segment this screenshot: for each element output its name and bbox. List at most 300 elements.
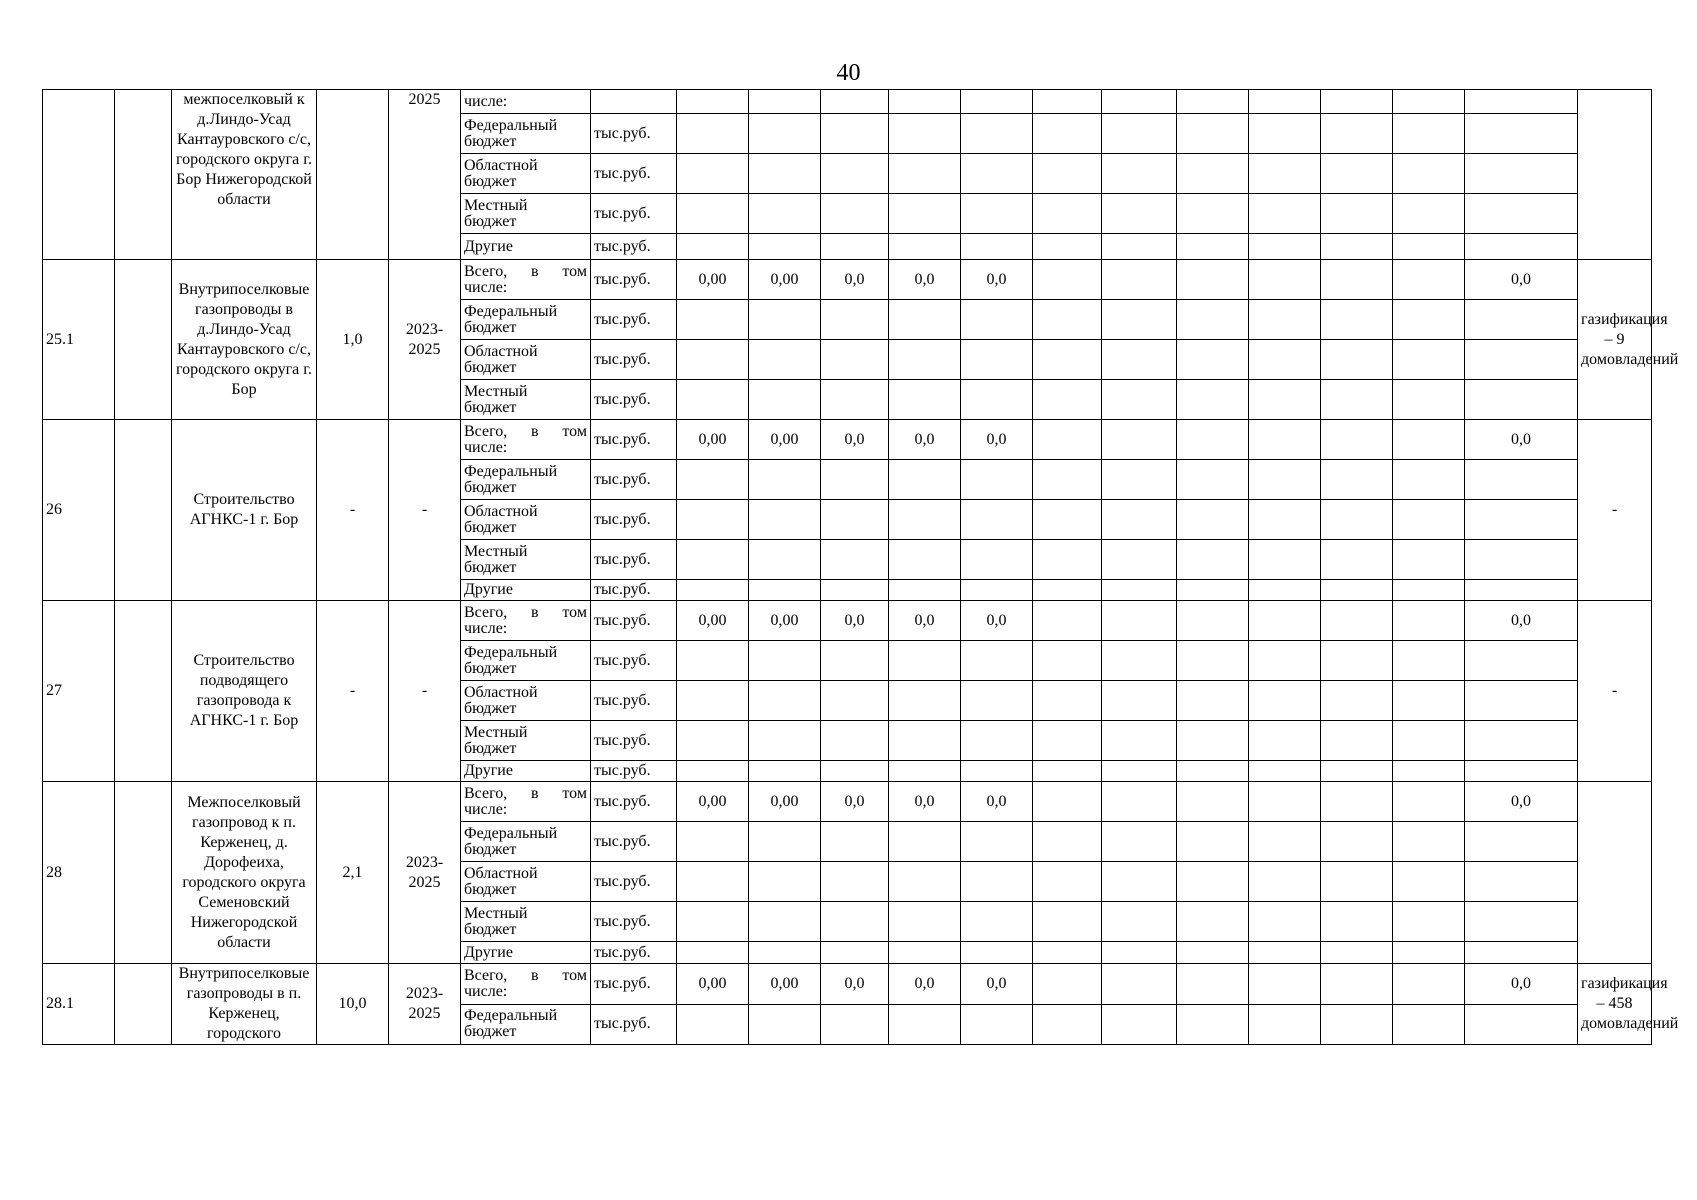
expected-result: газификация – 458 домовладений (1578, 964, 1652, 1045)
value-cell (821, 540, 889, 580)
value-cell (1102, 964, 1177, 1005)
funding-source (461, 902, 591, 942)
value-cell (1102, 782, 1177, 822)
table-body (43, 90, 1679, 1045)
value-cell (1393, 460, 1465, 500)
value-cell (821, 380, 889, 420)
value-cell (961, 681, 1033, 721)
value-cell (677, 721, 749, 761)
funding-source-line: бюджет (464, 558, 517, 576)
row-subnumber (115, 964, 172, 1045)
value-cell (1177, 601, 1249, 641)
funding-source-line: Областной (464, 342, 538, 360)
value-cell (1465, 1004, 1578, 1045)
value-cell (1102, 681, 1177, 721)
row-number: 28.1 (43, 964, 115, 1045)
amount-v3: 0,0 (821, 260, 889, 300)
value-cell (1177, 340, 1249, 380)
value-cell (1321, 420, 1393, 460)
value-cell (1177, 1004, 1249, 1045)
amount-total: 0,0 (1465, 420, 1578, 460)
funding-source-line: Всего, в том (464, 603, 587, 621)
value-cell (1033, 500, 1102, 540)
amount-v3: 0,0 (821, 964, 889, 1005)
row-subnumber (115, 90, 172, 260)
value-cell (1393, 1004, 1465, 1045)
value-cell (1465, 822, 1578, 862)
funding-source: числе: (461, 90, 591, 114)
funding-source-line: числе: (464, 800, 508, 818)
value-cell (889, 380, 961, 420)
funding-source-line: числе: (464, 982, 508, 1000)
implementation-period: 2023-2025 (389, 964, 461, 1045)
value-cell (1102, 902, 1177, 942)
value-cell (1249, 601, 1321, 641)
unit-cell: тыс.руб. (591, 761, 677, 782)
amount-v5: 0,0 (961, 964, 1033, 1005)
value-cell (1249, 681, 1321, 721)
value-cell (749, 380, 821, 420)
amount-v4: 0,0 (889, 260, 961, 300)
value-cell (1321, 580, 1393, 601)
funding-source (461, 721, 591, 761)
value-cell (1033, 114, 1102, 154)
value-cell (1465, 90, 1578, 114)
value-cell (1393, 260, 1465, 300)
value-cell (1393, 194, 1465, 234)
value-cell (1321, 500, 1393, 540)
value-cell (961, 460, 1033, 500)
value-cell (749, 194, 821, 234)
value-cell (1177, 194, 1249, 234)
unit-cell: тыс.руб. (591, 380, 677, 420)
funding-source (461, 681, 591, 721)
value-cell (1102, 822, 1177, 862)
funding-source-line: Федеральный (464, 116, 558, 134)
amount-v2: 0,00 (749, 260, 821, 300)
value-cell (1249, 90, 1321, 114)
value-cell (1393, 902, 1465, 942)
value-cell (1393, 601, 1465, 641)
value-cell (1102, 260, 1177, 300)
value-cell (677, 902, 749, 942)
value-cell (1102, 761, 1177, 782)
value-cell (889, 822, 961, 862)
amount-v2: 0,00 (749, 964, 821, 1005)
implementation-period: 2023-2025 (389, 782, 461, 964)
value-cell (1393, 540, 1465, 580)
value-cell (1177, 721, 1249, 761)
unit-cell: тыс.руб. (591, 1004, 677, 1045)
value-cell (1249, 460, 1321, 500)
table-row (43, 90, 1652, 114)
funding-source (461, 862, 591, 902)
value-cell (1321, 114, 1393, 154)
funding-source (461, 340, 591, 380)
length-km: - (317, 601, 389, 782)
funding-source-line: Всего, в том (464, 784, 587, 802)
value-cell (961, 721, 1033, 761)
value-cell (1033, 822, 1102, 862)
value-cell (1393, 942, 1465, 964)
value-cell (1102, 580, 1177, 601)
value-cell (1033, 1004, 1102, 1045)
value-cell (1321, 340, 1393, 380)
value-cell (821, 580, 889, 601)
value-cell (1321, 942, 1393, 964)
row-number (43, 90, 115, 260)
funding-source (461, 1004, 591, 1045)
value-cell (1321, 154, 1393, 194)
table-row (43, 964, 1652, 1005)
value-cell (961, 822, 1033, 862)
value-cell (1102, 194, 1177, 234)
unit-cell: тыс.руб. (591, 234, 677, 260)
value-cell (1393, 380, 1465, 420)
value-cell (1321, 540, 1393, 580)
value-cell (1177, 540, 1249, 580)
funding-source-line: бюджет (464, 920, 517, 938)
value-cell (1033, 601, 1102, 641)
amount-v3: 0,0 (821, 601, 889, 641)
amount-total: 0,0 (1465, 601, 1578, 641)
value-cell (1465, 234, 1578, 260)
unit-cell: тыс.руб. (591, 641, 677, 681)
value-cell (889, 234, 961, 260)
value-cell (1177, 114, 1249, 154)
value-cell (889, 580, 961, 601)
row-number: 26 (43, 420, 115, 601)
funding-source-line: Федеральный (464, 302, 558, 320)
value-cell (1249, 580, 1321, 601)
funding-source (461, 964, 591, 1005)
value-cell (1102, 641, 1177, 681)
value-cell (1321, 300, 1393, 340)
value-cell (749, 902, 821, 942)
funding-source (461, 420, 591, 460)
funding-source (461, 782, 591, 822)
value-cell (749, 90, 821, 114)
value-cell (961, 194, 1033, 234)
value-cell (1177, 942, 1249, 964)
value-cell (889, 300, 961, 340)
funding-source (461, 380, 591, 420)
value-cell (961, 380, 1033, 420)
value-cell (677, 114, 749, 154)
implementation-period: 2025 (389, 90, 461, 260)
value-cell (821, 154, 889, 194)
value-cell (1033, 862, 1102, 902)
value-cell (749, 234, 821, 260)
value-cell (889, 154, 961, 194)
value-cell (889, 340, 961, 380)
value-cell (821, 902, 889, 942)
row-subnumber (115, 782, 172, 964)
value-cell (1393, 154, 1465, 194)
value-cell (821, 340, 889, 380)
amount-v3: 0,0 (821, 420, 889, 460)
funding-source-line: Всего, в том (464, 422, 587, 440)
value-cell (1249, 822, 1321, 862)
amount-v2: 0,00 (749, 782, 821, 822)
value-cell (677, 942, 749, 964)
value-cell (677, 580, 749, 601)
value-cell (1321, 194, 1393, 234)
value-cell (1177, 500, 1249, 540)
value-cell (677, 862, 749, 902)
value-cell (749, 340, 821, 380)
unit-cell: тыс.руб. (591, 782, 677, 822)
object-name: межпоселковый к д.Линдо-Усад Кантауровского с/с, городского округа г. Бор Нижегородской области (172, 90, 317, 260)
funding-source-line: бюджет (464, 840, 517, 858)
value-cell (1177, 234, 1249, 260)
value-cell (821, 90, 889, 114)
funding-source-line: Местный (464, 382, 528, 400)
value-cell (1177, 761, 1249, 782)
value-cell (1102, 234, 1177, 260)
value-cell (1177, 300, 1249, 340)
value-cell (961, 641, 1033, 681)
value-cell (677, 540, 749, 580)
value-cell (1321, 964, 1393, 1005)
amount-v3: 0,0 (821, 782, 889, 822)
value-cell (1102, 862, 1177, 902)
unit-cell: тыс.руб. (591, 460, 677, 500)
value-cell (1177, 822, 1249, 862)
funding-source-line: Областной (464, 156, 538, 174)
value-cell (1249, 380, 1321, 420)
value-cell (1102, 601, 1177, 641)
unit-cell: тыс.руб. (591, 500, 677, 540)
value-cell (1393, 721, 1465, 761)
value-cell (821, 1004, 889, 1045)
value-cell (961, 902, 1033, 942)
funding-source-line: числе: (464, 619, 508, 637)
funding-source-line: бюджет (464, 132, 517, 150)
funding-source (461, 540, 591, 580)
value-cell (1249, 540, 1321, 580)
row-number: 28 (43, 782, 115, 964)
value-cell (1321, 234, 1393, 260)
value-cell (1033, 782, 1102, 822)
value-cell (889, 681, 961, 721)
value-cell (1393, 964, 1465, 1005)
value-cell (1033, 681, 1102, 721)
implementation-period: - (389, 420, 461, 601)
value-cell (1102, 1004, 1177, 1045)
object-name: Строительство подводящего газопровода к АГНКС-1 г. Бор (172, 601, 317, 782)
funding-source-line: Другие (464, 762, 513, 779)
table-row (43, 601, 1652, 641)
value-cell (1249, 761, 1321, 782)
value-cell (1177, 260, 1249, 300)
unit-cell: тыс.руб. (591, 540, 677, 580)
value-cell (1321, 1004, 1393, 1045)
amount-v2: 0,00 (749, 601, 821, 641)
amount-total: 0,0 (1465, 782, 1578, 822)
funding-source-line: Другие (464, 237, 513, 255)
value-cell (749, 460, 821, 500)
value-cell (1033, 154, 1102, 194)
value-cell (1249, 964, 1321, 1005)
value-cell (1393, 761, 1465, 782)
value-cell (1393, 500, 1465, 540)
value-cell (1249, 942, 1321, 964)
value-cell (677, 1004, 749, 1045)
funding-source-line: Областной (464, 864, 538, 882)
value-cell (961, 340, 1033, 380)
value-cell (749, 822, 821, 862)
length-km: 2,1 (317, 782, 389, 964)
value-cell (1177, 862, 1249, 902)
value-cell (677, 681, 749, 721)
value-cell (1033, 260, 1102, 300)
funding-source-line: Другие (464, 581, 513, 598)
value-cell (889, 641, 961, 681)
funding-source-line: бюджет (464, 212, 517, 230)
value-cell (1321, 681, 1393, 721)
value-cell (1102, 460, 1177, 500)
value-cell (1033, 90, 1102, 114)
value-cell (961, 114, 1033, 154)
amount-v4: 0,0 (889, 964, 961, 1005)
funding-source-line: бюджет (464, 358, 517, 376)
value-cell (749, 114, 821, 154)
funding-source (461, 114, 591, 154)
amount-total: 0,0 (1465, 260, 1578, 300)
value-cell (749, 1004, 821, 1045)
funding-source-line: числе: (464, 278, 508, 296)
value-cell (821, 234, 889, 260)
value-cell (961, 540, 1033, 580)
unit-cell: тыс.руб. (591, 862, 677, 902)
value-cell (1033, 460, 1102, 500)
value-cell (1249, 260, 1321, 300)
row-subnumber (115, 420, 172, 601)
value-cell (821, 300, 889, 340)
unit-cell: тыс.руб. (591, 721, 677, 761)
value-cell (961, 761, 1033, 782)
funding-source-line: Федеральный (464, 462, 558, 480)
value-cell (1393, 114, 1465, 154)
value-cell (821, 500, 889, 540)
funding-source-line: бюджет (464, 478, 517, 496)
budget-table (42, 89, 1679, 1045)
value-cell (889, 721, 961, 761)
amount-v1: 0,00 (677, 782, 749, 822)
funding-source-line: Федеральный (464, 1007, 558, 1025)
unit-cell: тыс.руб. (591, 681, 677, 721)
funding-source-line: Областной (464, 502, 538, 520)
amount-v4: 0,0 (889, 601, 961, 641)
table-row (43, 260, 1652, 300)
value-cell (1249, 782, 1321, 822)
amount-v5: 0,0 (961, 260, 1033, 300)
value-cell (821, 194, 889, 234)
unit-cell: тыс.руб. (591, 902, 677, 942)
value-cell (1249, 234, 1321, 260)
value-cell (677, 460, 749, 500)
value-cell (1465, 942, 1578, 964)
value-cell (1393, 90, 1465, 114)
funding-source-line: Областной (464, 683, 538, 701)
amount-v1: 0,00 (677, 601, 749, 641)
value-cell (1393, 420, 1465, 460)
implementation-period: 2023-2025 (389, 260, 461, 420)
length-km: 10,0 (317, 964, 389, 1045)
value-cell (1249, 154, 1321, 194)
length-km: 1,0 (317, 260, 389, 420)
funding-source (461, 234, 591, 260)
value-cell (1249, 721, 1321, 761)
value-cell (1033, 641, 1102, 681)
value-cell (821, 460, 889, 500)
value-cell (1321, 862, 1393, 902)
value-cell (1249, 641, 1321, 681)
value-cell (749, 580, 821, 601)
value-cell (1102, 500, 1177, 540)
value-cell (749, 154, 821, 194)
value-cell (1249, 500, 1321, 540)
value-cell (1465, 380, 1578, 420)
value-cell (749, 862, 821, 902)
value-cell (1321, 380, 1393, 420)
funding-source-line: Федеральный (464, 643, 558, 661)
value-cell (1033, 942, 1102, 964)
value-cell (1465, 580, 1578, 601)
value-cell (1393, 234, 1465, 260)
value-cell (1465, 681, 1578, 721)
row-number: 27 (43, 601, 115, 782)
value-cell (889, 540, 961, 580)
value-cell (1321, 90, 1393, 114)
value-cell (1249, 194, 1321, 234)
funding-source (461, 942, 591, 964)
funding-source (461, 761, 591, 782)
value-cell (1102, 90, 1177, 114)
value-cell (1033, 234, 1102, 260)
funding-source-line: Всего, в том (464, 966, 587, 984)
page-number: 40 (836, 60, 861, 86)
unit-cell: тыс.руб. (591, 942, 677, 964)
value-cell (1033, 380, 1102, 420)
funding-source (461, 641, 591, 681)
funding-source-line: Другие (464, 943, 513, 961)
funding-source-line: бюджет (464, 659, 517, 677)
value-cell (821, 822, 889, 862)
value-cell (749, 300, 821, 340)
value-cell (1465, 154, 1578, 194)
value-cell (1102, 154, 1177, 194)
unit-cell: тыс.руб. (591, 300, 677, 340)
funding-source-line: Федеральный (464, 824, 558, 842)
value-cell (749, 721, 821, 761)
value-cell (1177, 380, 1249, 420)
table-row (43, 782, 1652, 822)
value-cell (1102, 300, 1177, 340)
value-cell (677, 822, 749, 862)
unit-cell: тыс.руб. (591, 420, 677, 460)
unit-cell: тыс.руб. (591, 601, 677, 641)
funding-source-line: бюджет (464, 518, 517, 536)
value-cell (677, 500, 749, 540)
funding-source-line: бюджет (464, 318, 517, 336)
amount-v5: 0,0 (961, 420, 1033, 460)
value-cell (1033, 300, 1102, 340)
value-cell (1249, 1004, 1321, 1045)
amount-v2: 0,00 (749, 420, 821, 460)
value-cell (677, 154, 749, 194)
